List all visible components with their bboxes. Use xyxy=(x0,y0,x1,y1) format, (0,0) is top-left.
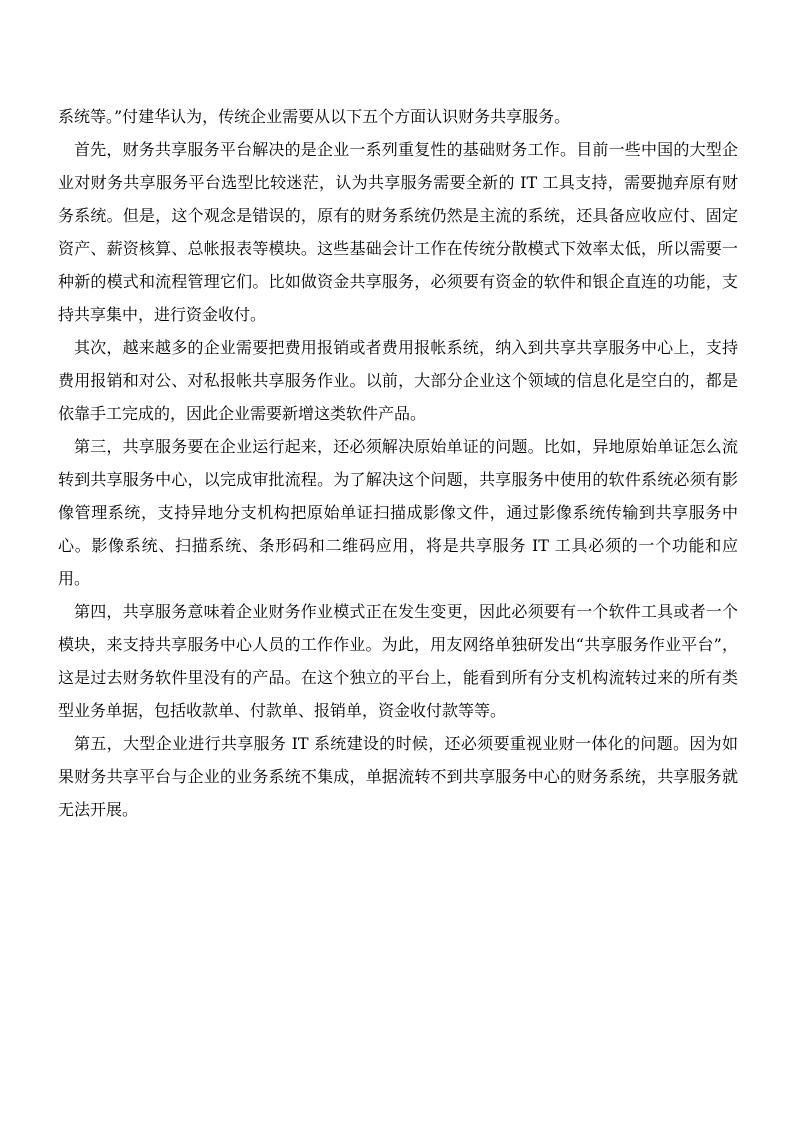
paragraph-fifth-point: 第五，大型企业进行共享服务 IT 系统建设的时候，还必须要重视业财一体化的问题。因为如果财务共享平台与企业的业务系统不集成，单据流转不到共享服务中心的财务系统，共享服务就无法开展。 xyxy=(58,734,738,819)
paragraph-intro: 系统等。”付建华认为，传统企业需要从以下五个方面认识财务共享服务。 xyxy=(58,107,571,126)
paragraph-fourth-point: 第四，共享服务意味着企业财务作业模式正在发生变更，因此必须要有一个软件工具或者一个模块，来支持共享服务中心人员的工作作业。为此，用友网络单独研发出“共享服务作业平台”，这是过去财务软件里没有的产品。在这个独立的平台上，能看到所有分支机构流转过来的所有类型业务单据，包括收款单、付款单、报销单，资金收付款等等。 xyxy=(58,602,738,720)
paragraph-third-point: 第三，共享服务要在企业运行起来，还必须解决原始单证的问题。比如，异地原始单证怎么流转到共享服务中心，以完成审批流程。为了解决这个问题，共享服务中使用的软件系统必须有影像管理系统，支持异地分支机构把原始单证扫描成影像文件，通过影像系统传输到共享服务中心。影像系统、扫描系统、条形码和二维码应用，将是共享服务 IT 工具必须的一个功能和应用。 xyxy=(58,437,738,588)
paragraph-first-point: 首先，财务共享服务平台解决的是企业一系列重复性的基础财务工作。目前一些中国的大型企业对财务共享服务平台选型比较迷茫，认为共享服务需要全新的 IT 工具支持，需要抛弃原有财务系统。但是，这个观念是错误的，原有的财务系统仍然是主流的系统，还具备应收应付、固定资产、薪资核算、总帐报表等模块。这些基础会计工作在传统分散模式下效率太低，所以需要一种新的模式和流程管理它们。比如做资金共享服务，必须要有资金的软件和银企直连的功能，支持共享集中，进行资金收付。 xyxy=(58,140,738,324)
document-body xyxy=(58,100,738,826)
paragraph-second-point: 其次，越来越多的企业需要把费用报销或者费用报帐系统，纳入到共享共享服务中心上，支持费用报销和对公、对私报帐共享服务作业。以前，大部分企业这个领域的信息化是空白的，都是依靠手工完成的，因此企业需要新增这类软件产品。 xyxy=(58,338,738,423)
